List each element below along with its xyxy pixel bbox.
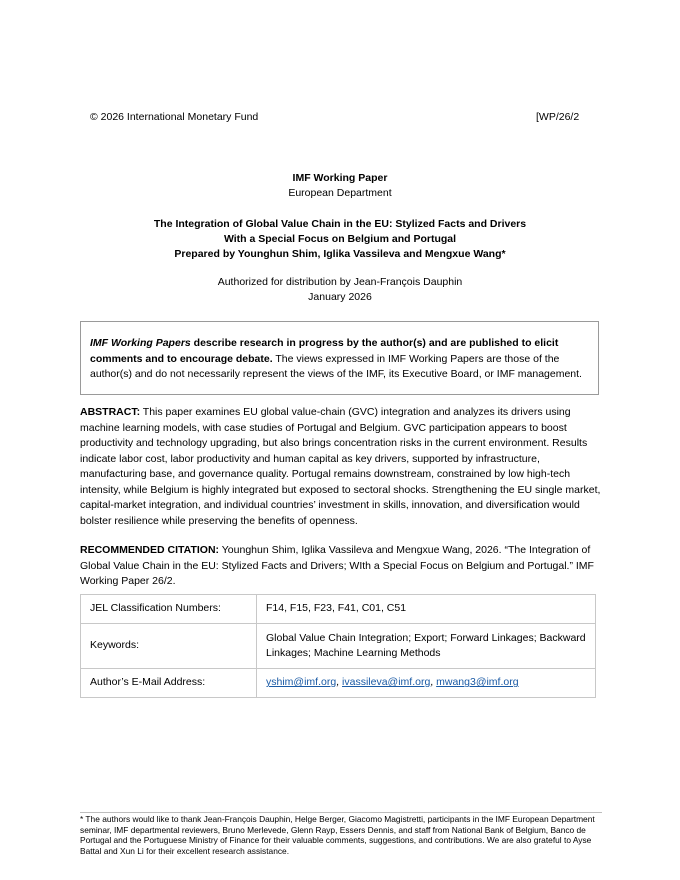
- working-paper-number: [WP/26/2: [536, 111, 580, 123]
- jel-codes: F14, F15, F23, F41, C01, C51: [257, 595, 596, 624]
- email-separator: ,: [336, 676, 343, 689]
- disclaimer-plain: The views expressed in IMF Working Papers are those of the author(s) and do not necessarily represent the views of the IMF, its Executive Board, or IMF management.: [90, 352, 582, 380]
- citation-label: RECOMMENDED CITATION:: [80, 544, 220, 556]
- jel-label: JEL Classification Numbers:: [81, 595, 257, 624]
- paper-info-table: [80, 594, 596, 698]
- email-separator: ,: [430, 676, 437, 689]
- authorization-line: Authorized for distribution by Jean-François Dauphin: [217, 276, 463, 288]
- keywords-value: Global Value Chain Integration; Export; Forward Linkages; Backward Linkages; Machine Learning Methods: [257, 624, 596, 669]
- email-link-wang[interactable]: mwang3@imf.org: [436, 676, 519, 689]
- recommended-citation: [80, 543, 602, 590]
- disclaimer-box: [80, 321, 599, 395]
- citation-text: Younghun Shim, Iglika Vassileva and Mengxue Wang, 2026. “The Integration of Global Value Chain in the EU: Stylized Facts and Drivers; WIth a Special Focus on Belgium and Portugal.” IMF Working Paper 26/2.: [80, 544, 594, 587]
- disclaimer-series-name: IMF Working Papers: [90, 337, 191, 349]
- authors-line: Prepared by Younghun Shim, Iglika Vassileva and Mengxue Wang*: [174, 248, 506, 260]
- department: European Department: [288, 187, 392, 199]
- email-label: Author’s E-Mail Address:: [81, 669, 257, 698]
- email-addresses: [257, 669, 596, 698]
- abstract-text: This paper examines EU global value-chain (GVC) integration and analyzes its drivers using machine learning models, with case studies of Portugal and Belgium. GVC participation appears to boost productivity and technology upgrading, but also brings concentration risks in the current environment. Results indicate labor cost, labor productivity and human capital as key drivers, supported by infrastructure, manufacturing base, and governance quality. Portugal remains downstream, constrained by low high-tech intensity, while Belgium is highly integrated but exposed to sectoral shocks. Strengthening the EU single market, capital-market integration, and individual countries’ investment in skills, innovation, and diversification would bolster resilience while preserving the benefits of openness.: [80, 406, 601, 527]
- copyright-notice: © 2026 International Monetary Fund: [90, 111, 259, 123]
- paper-title-line2: With a Special Focus on Belgium and Portugal: [223, 233, 457, 245]
- keywords-label: Keywords:: [81, 624, 257, 669]
- disclaimer-text: [90, 336, 595, 383]
- publication-date: January 2026: [308, 291, 372, 303]
- email-link-vassileva[interactable]: ivassileva@imf.org: [342, 676, 431, 689]
- paper-title-line1: The Integration of Global Value Chain in the EU: Stylized Facts and Drivers: [153, 218, 527, 230]
- table-row: [81, 595, 596, 624]
- abstract: [80, 405, 602, 529]
- footnote: * The authors would like to thank Jean-François Dauphin, Helge Berger, Giacomo Magistretti, participants in the IMF European Department seminar, IMF departmental reviewers, Bruno Merlevede, Glenn Rayp, Essers Dennis, and staff from National Bank of Belgium, Banco de Portugal and the Portuguese Ministry of Finance for their valuable comments, suggestions, and contributions. We are also grateful to Ayse Battal and Xun Li for their excellent research assistance.: [80, 814, 595, 856]
- abstract-label: ABSTRACT:: [80, 406, 141, 418]
- disclaimer-bold: describe research in progress by the author(s) and are published to elicit comments and to encourage debate.: [90, 337, 559, 365]
- table-row: [81, 669, 596, 698]
- series-title: IMF Working Paper: [292, 172, 388, 184]
- footnote-divider: [80, 812, 602, 813]
- table-row: [81, 624, 596, 669]
- email-link-shim[interactable]: yshim@imf.org: [266, 676, 337, 689]
